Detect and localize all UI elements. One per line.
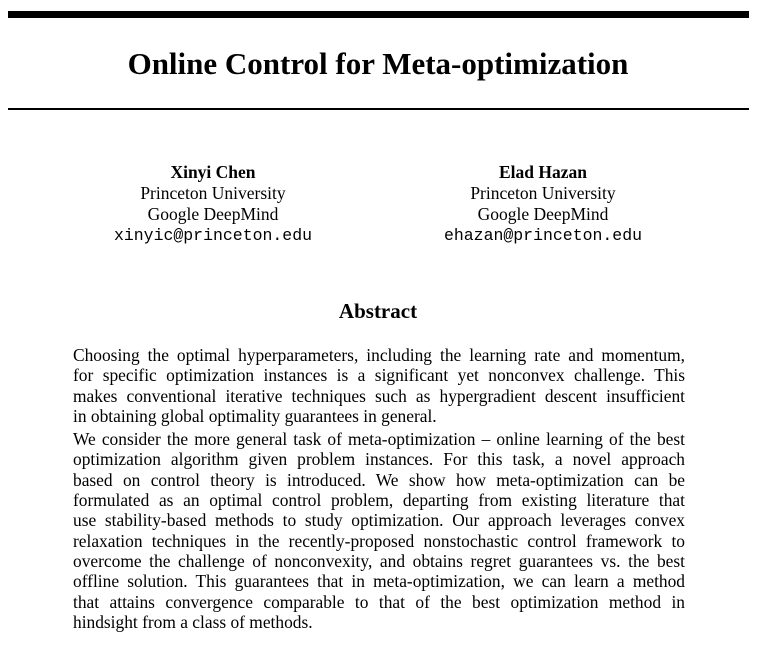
- abstract-heading: Abstract: [338, 299, 418, 323]
- abstract-line: overcome the challenge of nonconvexity, and obtains regret guarantees vs. the best: [73, 550, 685, 571]
- abstract-line: optimization algorithm given problem instances. For this task, a novel approach: [73, 449, 685, 470]
- paper-title: Online Control for Meta-optimization: [127, 46, 629, 81]
- author-affiliation: Google DeepMind: [477, 204, 609, 224]
- abstract-line: formulated as an optimal control problem, departing from existing literature that: [73, 490, 685, 511]
- abstract-line: for specific optimization instances is a significant yet nonconvex challenge. This: [73, 365, 685, 386]
- author-affiliation: Google DeepMind: [147, 204, 279, 224]
- author-affiliation: Princeton University: [470, 183, 616, 203]
- author-affiliation: Princeton University: [140, 183, 286, 203]
- abstract-line: Choosing the optimal hyperparameters, including the learning rate and momentum,: [73, 345, 685, 365]
- title-bottom-rule: [8, 108, 749, 110]
- author-email[interactable]: ehazan@princeton.edu: [443, 226, 643, 245]
- abstract-paragraph-1: [73, 345, 685, 426]
- abstract-body: [73, 345, 685, 632]
- abstract-line: We consider the more general task of meta-optimization – online learning of the best: [73, 429, 685, 450]
- author-block-2: [428, 162, 658, 246]
- abstract-line: hindsight from a class of methods.: [73, 611, 313, 632]
- abstract-paragraph-2: [73, 429, 685, 632]
- abstract-line: based on control theory is introduced. We show how meta-optimization can be: [73, 469, 685, 490]
- abstract-line: makes conventional iterative techniques such as hypergradient descent insufficient: [73, 385, 685, 406]
- author-name: Elad Hazan: [498, 162, 587, 182]
- abstract-line: use stability-based methods to study optimization. Our approach leverages convex: [73, 510, 685, 531]
- abstract-line: relaxation techniques in the recently-proposed nonstochastic control framework to: [73, 530, 685, 551]
- abstract-line: that attains convergence comparable to that of the best optimization method in: [73, 591, 685, 612]
- top-rule: [8, 11, 749, 18]
- author-email[interactable]: xinyic@princeton.edu: [113, 226, 313, 245]
- author-block-1: [98, 162, 328, 246]
- abstract-line: in obtaining global optimality guarantees in general.: [73, 405, 437, 426]
- abstract-line: offline solution. This guarantees that in meta-optimization, we can learn a method: [73, 571, 685, 592]
- author-name: Xinyi Chen: [170, 162, 256, 182]
